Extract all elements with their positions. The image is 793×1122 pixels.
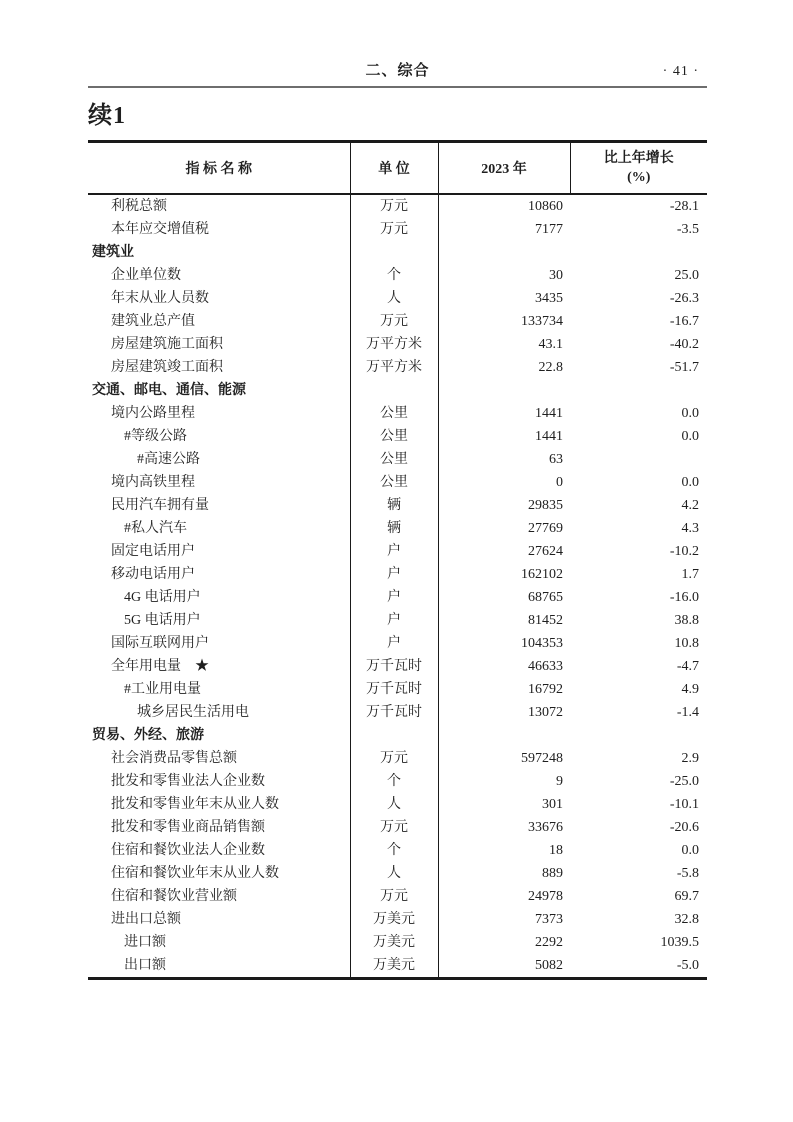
growth-value-cell: 4.2: [681, 497, 699, 513]
table-row: [88, 356, 707, 379]
year-value-cell: 133734: [521, 313, 563, 329]
table-row: [88, 885, 707, 908]
year-value-cell: 43.1: [538, 336, 563, 352]
year-value-cell: 2292: [535, 934, 563, 950]
year-value-cell: 46633: [528, 658, 563, 674]
table-row: [88, 747, 707, 770]
year-value-cell: 597248: [521, 750, 563, 766]
indicator-name-cell: 批发和零售业年末从业人数: [111, 796, 279, 812]
indicator-name-cell: 国际互联网用户: [111, 635, 209, 651]
page-content: [88, 0, 707, 980]
indicator-name-cell: #高速公路: [137, 451, 200, 467]
indicator-name-cell: 房屋建筑竣工面积: [111, 359, 223, 375]
indicator-name-cell: 利税总额: [111, 198, 167, 214]
growth-value-cell: 0.0: [681, 474, 699, 490]
table-row: [88, 425, 707, 448]
growth-value-cell: -51.7: [669, 359, 699, 375]
year-value-cell: 24978: [528, 888, 563, 904]
indicator-name-cell: 民用汽车拥有量: [111, 497, 209, 513]
indicator-name-cell: #等级公路: [124, 428, 187, 444]
growth-value-cell: 4.9: [681, 681, 699, 697]
year-value-cell: 104353: [521, 635, 563, 651]
unit-cell: 万千瓦时: [350, 701, 438, 724]
indicator-name-cell: 房屋建筑施工面积: [111, 336, 223, 352]
indicator-name-cell: 境内高铁里程: [111, 474, 195, 490]
table-row: [88, 517, 707, 540]
unit-cell: 万美元: [350, 908, 438, 931]
year-value-cell: 18: [549, 842, 563, 858]
unit-cell: 公里: [350, 448, 438, 471]
table-row: [88, 218, 707, 241]
table-row: [88, 333, 707, 356]
growth-value-cell: 25.0: [674, 267, 699, 283]
page-number: · 41 ·: [662, 64, 699, 79]
growth-value-cell: -26.3: [669, 290, 699, 306]
unit-cell: 万元: [350, 218, 438, 241]
table-row: [88, 448, 707, 471]
table-header: [88, 142, 707, 194]
year-value-cell: [438, 379, 570, 402]
unit-cell: [350, 724, 438, 747]
indicator-name-cell: 境内公路里程: [111, 405, 195, 421]
unit-cell: 万平方米: [350, 333, 438, 356]
unit-cell: 户: [350, 540, 438, 563]
indicator-name-cell: 固定电话用户: [111, 543, 195, 559]
growth-value-cell: -1.4: [676, 704, 699, 720]
year-value-cell: 162102: [521, 566, 563, 582]
indicator-name-cell: 建筑业总产值: [111, 313, 195, 329]
indicator-name-cell: 5G 电话用户: [124, 612, 201, 628]
unit-cell: 人: [350, 862, 438, 885]
table-row: [88, 701, 707, 724]
year-value-cell: 16792: [528, 681, 563, 697]
table-row: [88, 839, 707, 862]
indicator-name-cell: 进出口总额: [111, 911, 181, 927]
growth-value-cell: -3.5: [676, 221, 699, 237]
col-header-growth-line1: 比上年增长: [603, 150, 674, 166]
unit-cell: 辆: [350, 517, 438, 540]
col-header-indicator: 指 标 名 称: [185, 161, 252, 177]
indicator-name-cell: 住宿和餐饮业年末从业人数: [111, 865, 279, 881]
growth-value-cell: [570, 241, 707, 264]
growth-value-cell: -28.1: [669, 198, 699, 214]
unit-cell: 万元: [350, 747, 438, 770]
growth-value-cell: -5.8: [676, 865, 699, 881]
growth-value-cell: 0.0: [681, 405, 699, 421]
indicator-name-cell: 进口额: [124, 934, 166, 950]
unit-cell: 户: [350, 632, 438, 655]
growth-value-cell: 1.7: [681, 566, 699, 582]
table-body: [88, 194, 707, 979]
year-value-cell: 7373: [535, 911, 563, 927]
growth-value-cell: -5.0: [676, 957, 699, 973]
year-value-cell: 889: [542, 865, 563, 881]
section-row: [88, 724, 707, 747]
year-value-cell: 5082: [535, 957, 563, 973]
indicator-name-cell: 住宿和餐饮业法人企业数: [111, 842, 265, 858]
unit-cell: 万美元: [350, 954, 438, 979]
table-row: [88, 586, 707, 609]
table-row: [88, 494, 707, 517]
table-row: [88, 563, 707, 586]
col-header-growth: [570, 142, 707, 194]
growth-value-cell: 0.0: [681, 428, 699, 444]
unit-cell: 户: [350, 609, 438, 632]
indicator-name-cell: 贸易、外经、旅游: [92, 727, 204, 743]
year-value-cell: 33676: [528, 819, 563, 835]
indicator-name-cell: 社会消费品零售总额: [111, 750, 237, 766]
year-value-cell: 68765: [528, 589, 563, 605]
col-header-year: 2023 年: [481, 161, 527, 177]
unit-cell: 万千瓦时: [350, 655, 438, 678]
indicator-name-cell: 城乡居民生活用电: [137, 704, 249, 720]
growth-value-cell: 32.8: [674, 911, 699, 927]
indicator-name-cell: 移动电话用户: [111, 566, 195, 582]
growth-value-cell: 69.7: [674, 888, 699, 904]
growth-value-cell: -16.0: [669, 589, 699, 605]
unit-cell: 万元: [350, 885, 438, 908]
indicator-name-cell: 年末从业人员数: [111, 290, 209, 306]
col-header-growth-line2: (%): [627, 169, 651, 185]
year-value-cell: 10860: [528, 198, 563, 214]
table-row: [88, 310, 707, 333]
indicator-name-cell: 建筑业: [92, 244, 134, 260]
table-row: [88, 816, 707, 839]
table-row: [88, 287, 707, 310]
unit-cell: 万元: [350, 310, 438, 333]
growth-value-cell: -40.2: [669, 336, 699, 352]
unit-cell: 万美元: [350, 931, 438, 954]
year-value-cell: 9: [556, 773, 563, 789]
unit-cell: 个: [350, 839, 438, 862]
indicator-name-cell: #私人汽车: [124, 520, 187, 536]
chapter-title: 二、综合: [365, 63, 430, 79]
unit-cell: 个: [350, 770, 438, 793]
unit-cell: 万元: [350, 816, 438, 839]
indicator-name-cell: 批发和零售业商品销售额: [111, 819, 265, 835]
growth-value-cell: -16.7: [669, 313, 699, 329]
indicator-name-cell: 本年应交增值税: [111, 221, 209, 237]
indicator-name-cell: 交通、邮电、通信、能源: [92, 382, 246, 398]
unit-cell: 人: [350, 793, 438, 816]
year-value-cell: 0: [556, 474, 563, 490]
year-value-cell: [438, 724, 570, 747]
unit-cell: 万元: [350, 194, 438, 218]
growth-value-cell: -20.6: [669, 819, 699, 835]
unit-cell: 户: [350, 563, 438, 586]
year-value-cell: 30: [549, 267, 563, 283]
year-value-cell: 29835: [528, 497, 563, 513]
year-value-cell: 1441: [535, 405, 563, 421]
col-header-unit: 单 位: [350, 142, 438, 194]
growth-value-cell: 38.8: [674, 612, 699, 628]
growth-value-cell: 2.9: [681, 750, 699, 766]
indicator-name-cell: 批发和零售业法人企业数: [111, 773, 265, 789]
growth-value-cell: -10.1: [669, 796, 699, 812]
year-value-cell: 63: [549, 451, 563, 467]
statistics-table: [88, 140, 707, 980]
unit-cell: [350, 379, 438, 402]
growth-value-cell: 1039.5: [660, 934, 699, 950]
growth-value-cell: -4.7: [676, 658, 699, 674]
year-value-cell: 22.8: [538, 359, 563, 375]
table-row: [88, 540, 707, 563]
table-row: [88, 678, 707, 701]
header-row: [88, 142, 707, 194]
indicator-name-cell: #工业用电量: [124, 681, 201, 697]
year-value-cell: 13072: [528, 704, 563, 720]
year-value-cell: [438, 241, 570, 264]
table-row: [88, 194, 707, 218]
page-header: [88, 0, 707, 86]
section-row: [88, 379, 707, 402]
table-row: [88, 908, 707, 931]
growth-value-cell: 0.0: [681, 842, 699, 858]
table-row: [88, 471, 707, 494]
table-row: [88, 655, 707, 678]
table-row: [88, 770, 707, 793]
indicator-name-cell: 全年用电量 ★: [111, 658, 209, 674]
year-value-cell: 1441: [535, 428, 563, 444]
table-row: [88, 793, 707, 816]
growth-value-cell: [570, 724, 707, 747]
unit-cell: 公里: [350, 425, 438, 448]
year-value-cell: 3435: [535, 290, 563, 306]
continuation-title: 续1: [88, 103, 126, 129]
table-row: [88, 632, 707, 655]
unit-cell: 辆: [350, 494, 438, 517]
year-value-cell: 27769: [528, 520, 563, 536]
growth-value-cell: [570, 379, 707, 402]
header-rule: [88, 86, 707, 88]
table-row: [88, 931, 707, 954]
year-value-cell: 7177: [535, 221, 563, 237]
growth-value-cell: -25.0: [669, 773, 699, 789]
table-row: [88, 609, 707, 632]
table-row: [88, 862, 707, 885]
unit-cell: 公里: [350, 402, 438, 425]
growth-value-cell: [570, 448, 707, 471]
year-value-cell: 81452: [528, 612, 563, 628]
indicator-name-cell: 出口额: [124, 957, 166, 973]
indicator-name-cell: 企业单位数: [111, 267, 181, 283]
table-row: [88, 954, 707, 979]
table-row: [88, 264, 707, 287]
year-value-cell: 301: [542, 796, 563, 812]
unit-cell: 户: [350, 586, 438, 609]
growth-value-cell: 4.3: [681, 520, 699, 536]
growth-value-cell: -10.2: [669, 543, 699, 559]
unit-cell: 人: [350, 287, 438, 310]
unit-cell: [350, 241, 438, 264]
indicator-name-cell: 4G 电话用户: [124, 589, 201, 605]
growth-value-cell: 10.8: [674, 635, 699, 651]
unit-cell: 万平方米: [350, 356, 438, 379]
year-value-cell: 27624: [528, 543, 563, 559]
section-row: [88, 241, 707, 264]
unit-cell: 个: [350, 264, 438, 287]
indicator-name-cell: 住宿和餐饮业营业额: [111, 888, 237, 904]
unit-cell: 万千瓦时: [350, 678, 438, 701]
table-row: [88, 402, 707, 425]
unit-cell: 公里: [350, 471, 438, 494]
